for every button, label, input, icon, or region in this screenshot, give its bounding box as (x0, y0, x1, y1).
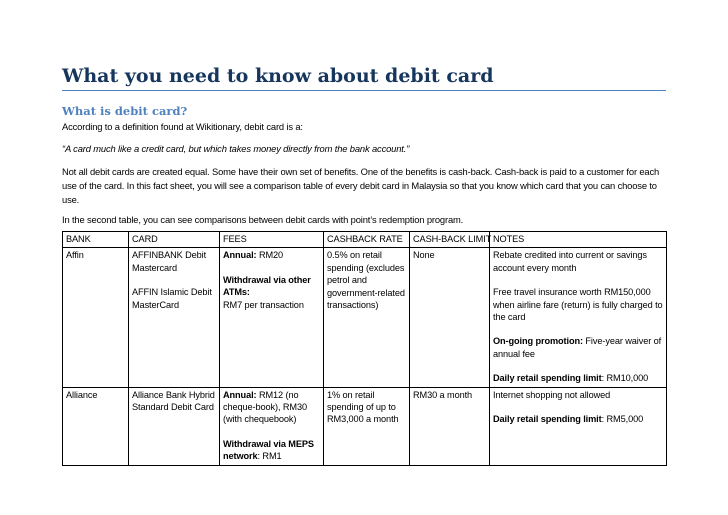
header-bank: BANK (63, 232, 129, 248)
intro-paragraph: According to a definition found at Wikitionary, debit card is a: (62, 121, 303, 132)
annual-fee-value: RM20 (256, 250, 284, 261)
card-name: Alliance Bank Hybrid Standard Debit Card (132, 389, 215, 413)
withdrawal-fee (223, 274, 320, 311)
table-header-row (63, 232, 667, 248)
cell-notes (490, 387, 667, 465)
document-page (62, 64, 666, 462)
second-table-note: In the second table, you can see comparisons between debit cards with point’s redemption program. (62, 214, 464, 225)
body-paragraph: Not all debit cards are created equal. Some have their own set of benefits. One of the benefits is cash-back. Cash-back is paid to a customer for each use of the card. In this fact sheet, you will see a comparison table of every debit card in Malaysia so that you know which card that you can choose to use. (62, 166, 660, 205)
spending-limit-label: Daily retail spending limit (493, 414, 602, 425)
cell-fees (220, 387, 324, 465)
table-row (63, 248, 667, 387)
debit-card-comparison-table (62, 231, 667, 466)
annual-fee (223, 249, 320, 261)
annual-fee-value: RM12 (no cheque-book), RM30 (with chequebook) (223, 389, 307, 425)
withdrawal-fee (223, 438, 320, 463)
cell-bank: Affin (63, 248, 129, 387)
promotion-value: Five-year waiver of annual fee (493, 336, 662, 359)
header-cashback-limit: CASH-BACK LIMIT (410, 232, 490, 248)
table-row (63, 387, 667, 465)
annual-fee-label: Annual: (223, 250, 257, 261)
cell-notes (490, 248, 667, 387)
withdrawal-fee-value: RM7 per transaction (223, 299, 304, 310)
spending-limit-value: : RM5,000 (601, 414, 644, 425)
annual-fee-label: Annual: (223, 389, 257, 400)
spending-limit-note (493, 413, 663, 425)
definition-quote: “A card much like a credit card, but which takes money directly from the bank account.” (62, 143, 410, 154)
spending-limit-label: Daily retail spending limit (493, 373, 602, 384)
header-notes: NOTES (490, 232, 667, 248)
withdrawal-fee-value: : RM1 (257, 451, 282, 462)
card-name: AFFINBANK Debit Mastercard (132, 250, 207, 273)
note-text: Free travel insurance worth RM150,000 when airline fare (return) is fully charged to the card (493, 287, 663, 323)
cell-card (129, 248, 220, 387)
note-text: Rebate credited into current or savings account every month (493, 250, 647, 273)
card-name: AFFIN Islamic Debit MasterCard (132, 287, 212, 310)
cell-cashback-limit: RM30 a month (410, 387, 490, 465)
cell-card (129, 387, 220, 465)
header-fees: FEES (220, 232, 324, 248)
promotion-note (493, 335, 663, 360)
page-title: What you need to know about debit card (62, 64, 666, 91)
withdrawal-fee-label: Withdrawal via other ATMs: (223, 274, 311, 298)
withdrawal-fee-label: Withdrawal via MEPS network (223, 438, 314, 462)
annual-fee (223, 389, 320, 426)
cell-cashback-limit: None (410, 248, 490, 387)
section-heading: What is debit card? (62, 104, 188, 118)
header-card: CARD (129, 232, 220, 248)
promotion-label: On-going promotion: (493, 336, 583, 347)
cell-cashback-rate: 0.5% on retail spending (excludes petrol and government-related transactions) (324, 248, 410, 387)
note-text: Internet shopping not allowed (493, 389, 611, 400)
cell-cashback-rate: 1% on retail spending of up to RM3,000 a month (324, 387, 410, 465)
cell-fees (220, 248, 324, 387)
spending-limit-note (493, 372, 663, 384)
header-cashback-rate: CASHBACK RATE (324, 232, 410, 248)
spending-limit-value: : RM10,000 (601, 373, 649, 384)
cell-bank: Alliance (63, 387, 129, 465)
